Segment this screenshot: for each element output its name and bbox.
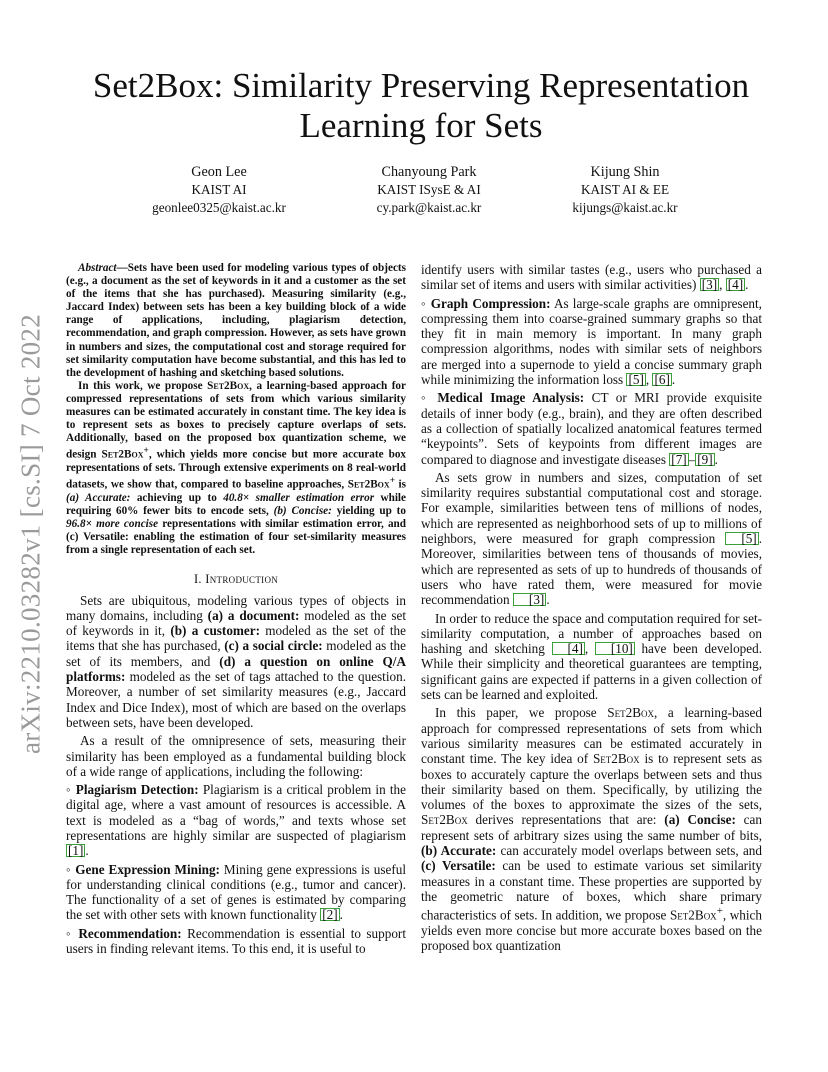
method-name: Set2Box xyxy=(101,449,144,462)
section-heading: I. Introduction xyxy=(193,571,279,586)
author-affiliation: KAIST AI & EE xyxy=(580,182,670,197)
bullet-plagiarism: ◦ Plagiarism Detection: Plagiarism is a critical problem in the digital age, where a vast amount of resources is accessible. A text is modeled as a “bag of words,” and texts whose set representations are highly similar are suspected of plagiarism [1] . xyxy=(66,782,406,859)
intro-body xyxy=(66,593,406,957)
abstract-paragraph-2: In this work, we propose Set2Box, a learning-based approach for compressed representations of sets from which various similarity measures can be estimated accurately in constant time. The key idea is to represent sets as boxes to precisely capture overlaps of sets. Additionally, based on the proposed box quantization scheme, we design Set2Box+, which yields more concise but more accurate box representations of sets. Through extensive experiments on 8 real-world datasets, we show that, compared to baseline approaches, Set2Box+ is (a) Accurate: achieving up to 40.8× smaller estimation error while requiring 60% fewer bits to encode sets, (b) Concise: yielding up to 96.8× more concise representations with similar estimation error, and (c) Versatile: enabling the estimation of four set-similarity measures from a single representation of each set. xyxy=(66,379,407,557)
title-line-2: Learning for Sets xyxy=(299,106,543,145)
author-affiliation: KAIST ISysE & AI xyxy=(377,182,481,197)
author-name: Geon Lee xyxy=(191,164,247,180)
abstract-label: Abstract xyxy=(78,262,117,274)
author-3 xyxy=(554,163,696,217)
citation-link[interactable]: [2] xyxy=(322,907,338,923)
abstract xyxy=(66,262,406,558)
arxiv-id: arXiv:2210.03282v1 [cs.SI] 7 Oct 2022 xyxy=(15,313,46,755)
method-name: Set2Box xyxy=(607,705,654,721)
author-name: Chanyoung Park xyxy=(381,164,477,180)
citation-link[interactable]: [4] xyxy=(552,642,585,655)
method-name: Set2Box xyxy=(347,478,390,491)
citation-link[interactable]: [1] xyxy=(68,843,84,859)
citation-link[interactable]: [5] xyxy=(628,372,644,388)
author-name: Kijung Shin xyxy=(590,164,660,180)
citation-link[interactable]: [4] xyxy=(727,277,744,293)
method-name: Set2Box xyxy=(592,751,640,767)
intro-paragraph-2: As a result of the omnipresence of sets, measuring their similarity has been employed as a fundamental building block of a wide range of applications, including the following: xyxy=(66,733,406,779)
paper-title xyxy=(60,66,782,146)
citation-link[interactable]: [6] xyxy=(654,372,670,388)
citation-link[interactable]: [7] xyxy=(671,451,687,467)
bullet-recommendation: ◦ Recommendation: Recommendation is essential to support users in finding relevant items. To this end, it is useful to xyxy=(66,925,406,957)
title-line-1: Set2Box: Similarity Preserving Representation xyxy=(92,66,750,105)
arxiv-stamp xyxy=(14,308,48,760)
author-affiliation: KAIST AI xyxy=(191,182,247,197)
recommendation-continued: identify users with similar tastes (e.g., users who purchased a similar set of items and users with similar activities) [3] , [4] . xyxy=(421,262,762,293)
method-name: Set2Box xyxy=(669,907,717,923)
author-1 xyxy=(148,163,290,217)
left-column xyxy=(66,262,406,959)
author-block xyxy=(0,163,828,223)
method-name: Set2Box xyxy=(207,379,250,392)
paragraph-proposal: In this paper, we propose Set2Box, a learning-based approach for compressed representations of sets from which various similarity measures can be estimated accurately in constant time. The key idea of Set2Box is to represent sets as boxes to accurately capture the overlaps between sets and thus their similarity based on them. Specifically, by utilizing the volumes of the boxes to approximate the sizes of the sets, Set2Box derives representations that are: (a) Concise: can represent sets of arbitrary sizes using the same number of bits, (b) Accurate: can accurately model overlaps between sets, and (c) Versatile: can be used to estimate various set similarity measures in a constant time. These properties are supported by the geometric nature of boxes, which share primary characteristics of sets. In addition, we propose Set2Box+, which yields even more concise but more accurate boxes based on the proposed box quantization xyxy=(421,705,762,954)
author-email: kijungs@kaist.ac.kr xyxy=(572,200,678,215)
bullet-medical-image: ◦ Medical Image Analysis: CT or MRI provide exquisite details of inner body (e.g., brain), and they are often described as a collection of spatially localized anatomical features termed “keypoints”. Sets of keypoints from different images are compared to diagnose and investigate diseases [7] – [9] . xyxy=(421,390,762,467)
paragraph-hashing: In order to reduce the space and computation required for set-similarity computation, a number of approaches based on hashing and sketching [4] , [10] have been developed. While their simplicity and theoretical guarantees are tempting, significant gains are expected if patterns in a given collection of sets can be learned and exploited. xyxy=(421,610,763,703)
bullet-graph-compression: ◦ Graph Compression: As large-scale graphs are omnipresent, compressing them into coarse-grained summary graphs so that they fit in main memory is important. In many graph compression algorithms, nodes with similar sets of neighbors are merged into a supernode to yield a concise summary graph while minimizing the information loss [5] , [6] . xyxy=(421,295,762,388)
abstract-paragraph-1: Abstract—Sets have been used for modeling various types of objects (e.g., a document as the set of keywords in it and a customer as the set of the items that she has purchased). Measuring similarity (e.g., Jaccard Index) between sets has been a key building block of a wide range of applications, including, plagiarism detection, recommendation, and graph compression. However, as sets have grown in numbers and sizes, the computational cost and storage required for set similarity computation have become substantial, and this has led to the development of hashing and sketching based solutions. xyxy=(66,262,406,379)
intro-paragraph-1: Sets are ubiquitous, modeling various types of objects in many domains, including (a) a document: modeled as the set of keywords in it, (b) a customer: modeled as the set of the items that she has purchased, (c) a social circle: modeled as the set of its members, and (d) a question on online Q/A platforms: modeled as the set of tags attached to the question. Moreover, a number of set similarity measures (e.g., Jaccard Index and Dice Index), most of which are based on the overlaps between sets, have been developed. xyxy=(66,592,407,730)
author-email: cy.park@kaist.ac.kr xyxy=(376,200,482,215)
citation-link[interactable]: [10] xyxy=(595,642,635,655)
citation-link[interactable]: [3] xyxy=(701,277,718,293)
author-email: geonlee0325@kaist.ac.kr xyxy=(152,200,286,215)
author-2 xyxy=(358,163,500,217)
bullet-gene-expression: ◦ Gene Expression Mining: Mining gene expressions is useful for understanding clinical conditions (e.g., tumor and cancer). The functionality of a set of genes is estimated by comparing the set with other sets with known functionality [2] . xyxy=(66,861,406,923)
citation-link[interactable]: [5] xyxy=(725,532,758,545)
citation-link[interactable]: [9] xyxy=(697,451,713,467)
method-name: Set2Box xyxy=(421,812,468,828)
right-column xyxy=(421,262,762,956)
citation-link[interactable]: [3] xyxy=(513,593,546,606)
paragraph-computation: As sets grow in numbers and sizes, computation of set similarity requires substantial computational cost and storage. For example, similarities between tens of millions of nodes, which are represented as neighborhood sets of up to millions of neighbors, were measured for graph compression [5] . Moreover, similarities between tens of thousands of movies, which are represented as sets of up to hundreds of thousands of users who have rated them, were measured for movie recommendation [3] . xyxy=(421,469,762,608)
